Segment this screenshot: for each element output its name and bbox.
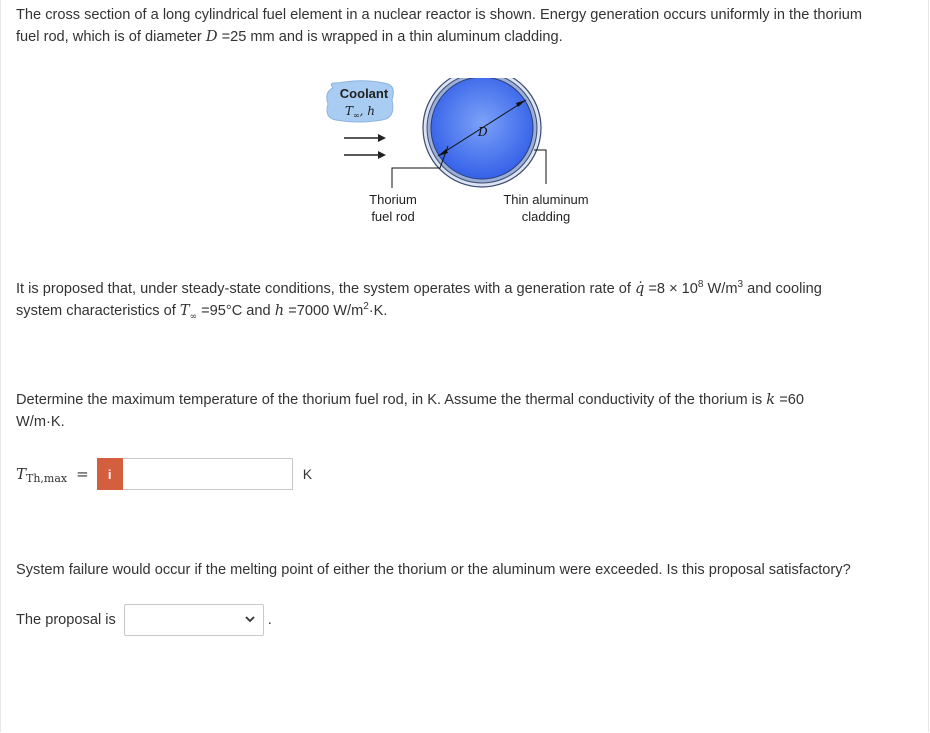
proposal-line-1: It is proposed that, under steady-state conditions, the system operates with a generation rate of q̇ $=8 \times 10^8$ $W/m^3$ and cooling bbox=[16, 279, 822, 297]
T-inf-symbol: $T_\infty$ bbox=[179, 302, 198, 322]
question-1-line-1: Determine the maximum temperature of the thorium fuel rod, in K. Assume the thermal conductivity of the thorium is k =60 bbox=[16, 391, 804, 408]
question-2 bbox=[16, 559, 916, 581]
diameter-symbol: D bbox=[205, 28, 218, 45]
cladding-label-1: Thin aluminum bbox=[503, 192, 589, 207]
question-1-line-2: W/m·K. bbox=[16, 414, 65, 430]
equals-sign: = bbox=[76, 465, 89, 483]
coolant-flow-arrows bbox=[344, 134, 386, 159]
question-1 bbox=[16, 389, 916, 433]
question-2-text: System failure would occur if the melting point of either the thorium or the aluminum were exceeded. Is this proposal satisfactory? bbox=[16, 562, 851, 578]
fuel-rod-label-2: fuel rod bbox=[371, 209, 415, 224]
k-symbol: k bbox=[766, 391, 776, 408]
proposal-label: The proposal is bbox=[16, 612, 116, 628]
unit-label: K bbox=[302, 466, 313, 482]
answer-2-row bbox=[16, 604, 272, 636]
h-symbol: h bbox=[274, 302, 285, 319]
intro-paragraph bbox=[16, 4, 916, 48]
T-th-max-input[interactable] bbox=[123, 458, 293, 490]
period: . bbox=[267, 612, 272, 628]
coolant-title: Coolant bbox=[339, 86, 389, 101]
proposal-line-2: system characteristics of $T_\infty =95^\circ C$ and h =7000 $W/m^2\cdot K$. bbox=[16, 301, 388, 322]
cladding-label-2: cladding bbox=[521, 209, 571, 224]
intro-line-1: The cross section of a long cylindrical fuel element in a nuclear reactor is shown. Energy generation occurs uniformly in the thorium bbox=[16, 7, 863, 23]
info-icon[interactable]: i bbox=[97, 458, 123, 490]
coolant-params: $T_\infty$, h bbox=[344, 104, 376, 120]
cladding-leader bbox=[534, 150, 546, 184]
intro-line-2: fuel rod, which is of diameter D =25 mm and is wrapped in a thin aluminum cladding. bbox=[16, 28, 563, 45]
diameter-label: D bbox=[478, 125, 488, 139]
fuel-element-diagram bbox=[320, 78, 610, 233]
T-th-max-label: $T_{Th,max}$ bbox=[16, 465, 68, 485]
proposal-select[interactable] bbox=[124, 604, 264, 636]
fuel-rod-label-1: Thorium bbox=[369, 192, 417, 207]
qdot-symbol: q̇ bbox=[634, 280, 645, 297]
answer-1-row bbox=[16, 458, 312, 490]
chevron-down-icon bbox=[244, 613, 256, 625]
proposal-paragraph bbox=[16, 278, 916, 328]
